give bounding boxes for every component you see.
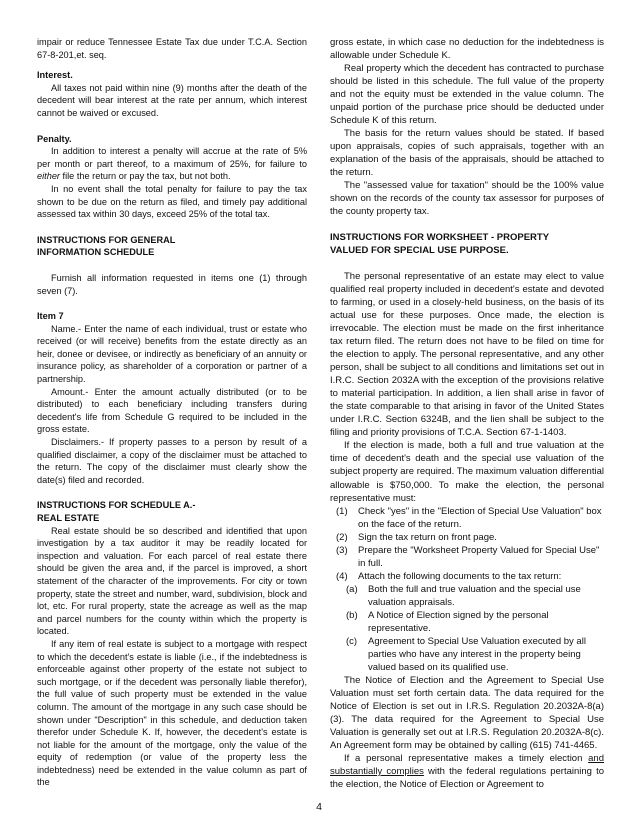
left-column — [37, 36, 307, 789]
underlined-phrase: and substantially complies — [330, 752, 604, 777]
assessed-value-paragraph: The "assessed value for taxation" should be the 100% value shown on the records of the county tax assessor for purposes of the county property tax. — [330, 180, 604, 218]
basis-paragraph: The basis for the return values should be stated. If based upon appraisals, copies of such appraisals, together with an explanation of the basis of the appraisals, should be attached to the return. — [330, 128, 604, 179]
general-info-paragraph: Furnish all information requested in items one (1) through seven (7). — [37, 272, 307, 296]
if-election-paragraph: If the election is made, both a full and true valuation at the time of decedent's death and the special use valuation of the subject property are required. The maximum valuation differential allowable is $750,000. To make the election, the personal representative must: — [330, 440, 604, 504]
right-column — [330, 36, 604, 791]
continuation-paragraph: gross estate, in which case no deduction for the indebtedness is allowable under Schedule K. — [330, 37, 604, 62]
item7-name-paragraph: Name.- Enter the name of each individual, trust or estate who received (or will receive) benefits from the estate directly as an heir, donee or devisee, or indirectly as beneficiary of an annuity or insurance policy, as shareholder of a corporation or partner of a partnership. — [37, 323, 307, 385]
page-number: 4 — [316, 801, 322, 813]
item7-disclaimers-paragraph: Disclaimers.- If property passes to a person by result of a qualified disclaimer, a copy of the disclaimer must be attached to the return. The copy of the disclaimer must clearly show the date(s) filed and recorded. — [37, 437, 307, 485]
schedule-a-heading-line-1: INSTRUCTIONS FOR SCHEDULE A.- — [37, 500, 196, 511]
interest-heading: Interest. — [37, 70, 73, 81]
attached-document-item: (b) A Notice of Election signed by the personal representative. — [346, 609, 549, 634]
penalty-paragraph-1: In addition to interest a penalty will accrue at the rate of 5% per month or part thereof, to a maximum of 25%, for failure to either file the return or pay the tax, but not both. — [37, 146, 307, 182]
timely-election-paragraph: If a personal representative makes a timely election and substantially complies with the federal regulations pertaining to the election, the Notice of Election or Agreement to — [330, 752, 604, 790]
election-step: (4) Attach the following documents to the tax return: — [336, 570, 562, 582]
emphasis-either: either — [37, 171, 60, 182]
contracted-property-paragraph: Real property which the decedent has contracted to purchase should be listed in this schedule. The full value of the property and not the equity must be extended in the value column. The unpaid portion of the purchase price should be deducted under Schedule K of this return. — [330, 63, 604, 127]
penalty-paragraph-2: In no event shall the total penalty for failure to pay the tax shown to be due on the return as filed, and timely pay additional assessed tax within 30 days, exceed 25% of the total tax. — [37, 183, 307, 220]
attached-documents-list — [330, 583, 604, 674]
election-step: (1) Check "yes" in the "Election of Special Use Valuation" box on the face of the return. — [336, 505, 602, 530]
general-info-heading-line-1: INSTRUCTIONS FOR GENERAL — [37, 234, 176, 245]
attached-document-item: (a) Both the full and true valuation and the special use valuation appraisals. — [346, 583, 581, 608]
interest-paragraph: All taxes not paid within nine (9) months after the death of the decedent will bear interest at the rate per annum, which interest cannot be waived or excused. — [37, 82, 307, 118]
item7-amount-paragraph: Amount.- Enter the amount actually distributed (or to be distributed) to each beneficiary including transfers during decedent's life from Schedule G required to be included in the gross estate. — [37, 386, 307, 435]
notice-of-election-paragraph: The Notice of Election and the Agreement to Special Use Valuation must set forth certain data. The data required for the Notice of Election is set out in I.R.S. Regulation 20.2032A-8(a)(3). The data required for the Agreement to Special Use Valuation is generally set out at I.R.S. Regulation 20.2032A-8(c). An Agreement form may be obtained by calling (615) 741-4465. — [330, 674, 604, 751]
election-steps-list — [330, 505, 604, 583]
attached-document-item: (c) Agreement to Special Use Valuation executed by all parties who have any interest in the property being valued based on its qualified use. — [346, 635, 586, 673]
item7-heading: Item 7 — [37, 311, 64, 322]
schedule-a-heading-line-2: REAL ESTATE — [37, 513, 100, 523]
schedule-a-paragraph-2: If any item of real estate is subject to a mortgage with respect to which the decedent's estate is liable (i.e., if the indebtedness is enforceable against other property of the estate not subject to such mortgage, or if the decedent was personally liable therefor), the full value of such property must be extended in the value column. The amount of the mortgage in any such case should be shown under "Description" in this schedule, and deduction taken therefor under Schedule K. If, however, the decedent's estate is not liable for the amount of the mortgage, only the value of the equity of redemption (or value of the property less the indebtedness) need be extended in the value column as part of the — [37, 638, 307, 788]
election-step: (2) Sign the tax return on front page. — [336, 531, 497, 543]
personal-representative-paragraph: The personal representative of an estate may elect to value qualified real property included in decedent's estate and devoted to farming, or used in a closely-held business, on the basis of its actual use for these purposes. Once made, the election is irrevocable. The election must be made on the first inheritance tax return filed. The return does not have to be filed on time for the election to apply. The personal representative, and any other person, shall be subject to all conditions and limitations set out in I.R.C. Section 2032A with the exception of the provisions relative to material participation. In addition, a lien shall arise in favor of the state comparable to that arising in favor of the United States under I.R.C. Section 6324B, and the lien shall be subject to the filing and priority provisions of T.C.A. Section 67-1-1403. — [330, 271, 604, 439]
worksheet-heading-line-2: VALUED FOR SPECIAL USE PURPOSE. — [330, 245, 509, 257]
general-info-heading-line-2: INFORMATION SCHEDULE — [37, 247, 155, 258]
worksheet-heading-line-1: INSTRUCTIONS FOR WORKSHEET - PROPERTY — [330, 232, 550, 244]
schedule-a-paragraph-1: Real estate should be so described and identified that upon investigation by a tax auditor it may be readily located for inspection and valuation. For each parcel of real estate there should be given the area and, if the parcel is improved, a short statement of the character of the improvements. For city or town property, state the street and number, ward, subdivision, block and lot, etc. For rural property, state the acreage as well as the map and parcel numbers for the county within which the property is located. — [37, 525, 307, 637]
intro-paragraph: impair or reduce Tennessee Estate Tax due under T.C.A. Section 67-8-201,et. seq. — [37, 37, 307, 60]
election-step: (3) Prepare the "Worksheet Property Valued for Special Use" in full. — [336, 544, 600, 569]
penalty-heading: Penalty. — [37, 133, 72, 144]
